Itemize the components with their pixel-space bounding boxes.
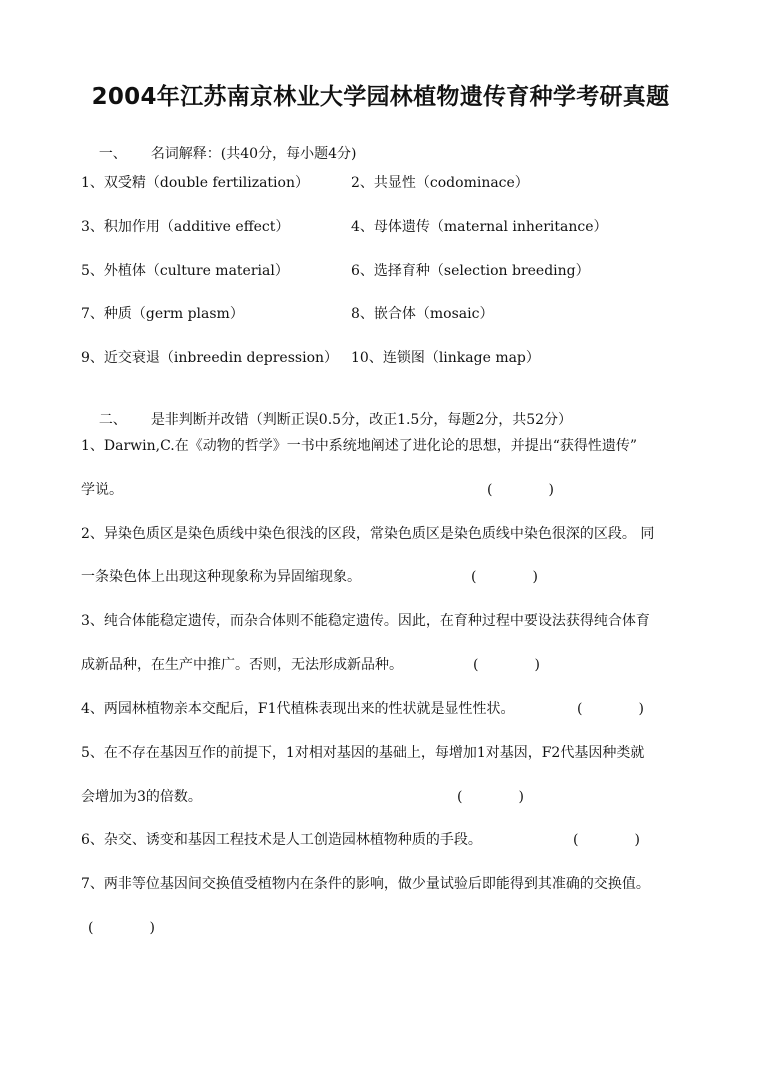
- page-title: 2004年江苏南京林业大学园林植物遗传育种学考研真题: [91, 84, 670, 110]
- section2-number: 二、: [98, 412, 127, 428]
- question-5-line-1: 5、在不存在基因互作的前提下，1对相对基因的基础上，每增加1对基因，F2代基因种类就: [81, 745, 645, 761]
- section2-heading: 是非判断并改错（判断正误0.5分，改正1.5分，每题2分，共52分）: [150, 412, 573, 428]
- section1-heading-row: [81, 127, 356, 181]
- answer-blank-6[interactable]: ( ): [573, 832, 640, 848]
- term-3: 3、积加作用（additive effect）: [81, 219, 290, 235]
- term-7: 7、种质（germ plasm）: [81, 306, 244, 322]
- term-6: 6、选择育种（selection breeding）: [351, 263, 590, 279]
- question-5-line-2: 会增加为3的倍数。: [81, 789, 202, 805]
- answer-blank-1[interactable]: ( ): [487, 482, 554, 498]
- question-1-line-1: 1、Darwin,C.在《动物的哲学》一书中系统地阐述了进化论的思想，并提出“获得性遗传”: [81, 438, 638, 454]
- question-3-line-1: 3、纯合体能稳定遗传，而杂合体则不能稳定遗传。因此，在育种过程中要设法获得纯合体育: [81, 613, 650, 629]
- question-2-line-1: 2、异染色质区是染色质线中染色很浅的区段，常染色质区是染色质线中染色很深的区段。 同: [81, 526, 655, 542]
- term-9: 9、近交衰退（inbreedin depression）: [81, 350, 339, 366]
- question-2-line-2: 一条染色体上出现这种现象称为异固缩现象。: [81, 569, 361, 585]
- section1-number: 一、: [98, 146, 127, 162]
- term-2: 2、共显性（codominace）: [351, 175, 529, 191]
- question-1-line-2: 学说。: [81, 482, 123, 498]
- answer-blank-4[interactable]: ( ): [577, 701, 644, 717]
- term-1: 1、双受精（double fertilization）: [81, 175, 309, 191]
- answer-blank-5[interactable]: ( ): [457, 789, 524, 805]
- answer-blank-2[interactable]: ( ): [471, 569, 538, 585]
- question-4-line-1: 4、两园林植物亲本交配后，F1代植株表现出来的性状就是显性性状。: [81, 701, 515, 717]
- term-10: 10、连锁图（linkage map）: [351, 350, 540, 366]
- term-4: 4、母体遗传（maternal inheritance）: [351, 219, 608, 235]
- section1-heading: 名词解释：(共40分，每小题4分): [150, 146, 357, 162]
- question-3-line-2: 成新品种，在生产中推广。否则，无法形成新品种。: [81, 657, 403, 673]
- question-7-line-1: 7、两非等位基因间交换值受植物内在条件的影响，做少量试验后即能得到其准确的交换值。: [81, 876, 650, 892]
- term-5: 5、外植体（culture material）: [81, 263, 289, 279]
- question-6-line-1: 6、杂交、诱变和基因工程技术是人工创造园林植物种质的手段。: [81, 832, 482, 848]
- answer-blank-3[interactable]: ( ): [473, 657, 540, 673]
- term-8: 8、嵌合体（mosaic）: [351, 306, 494, 322]
- answer-blank-7[interactable]: ( ): [88, 920, 155, 936]
